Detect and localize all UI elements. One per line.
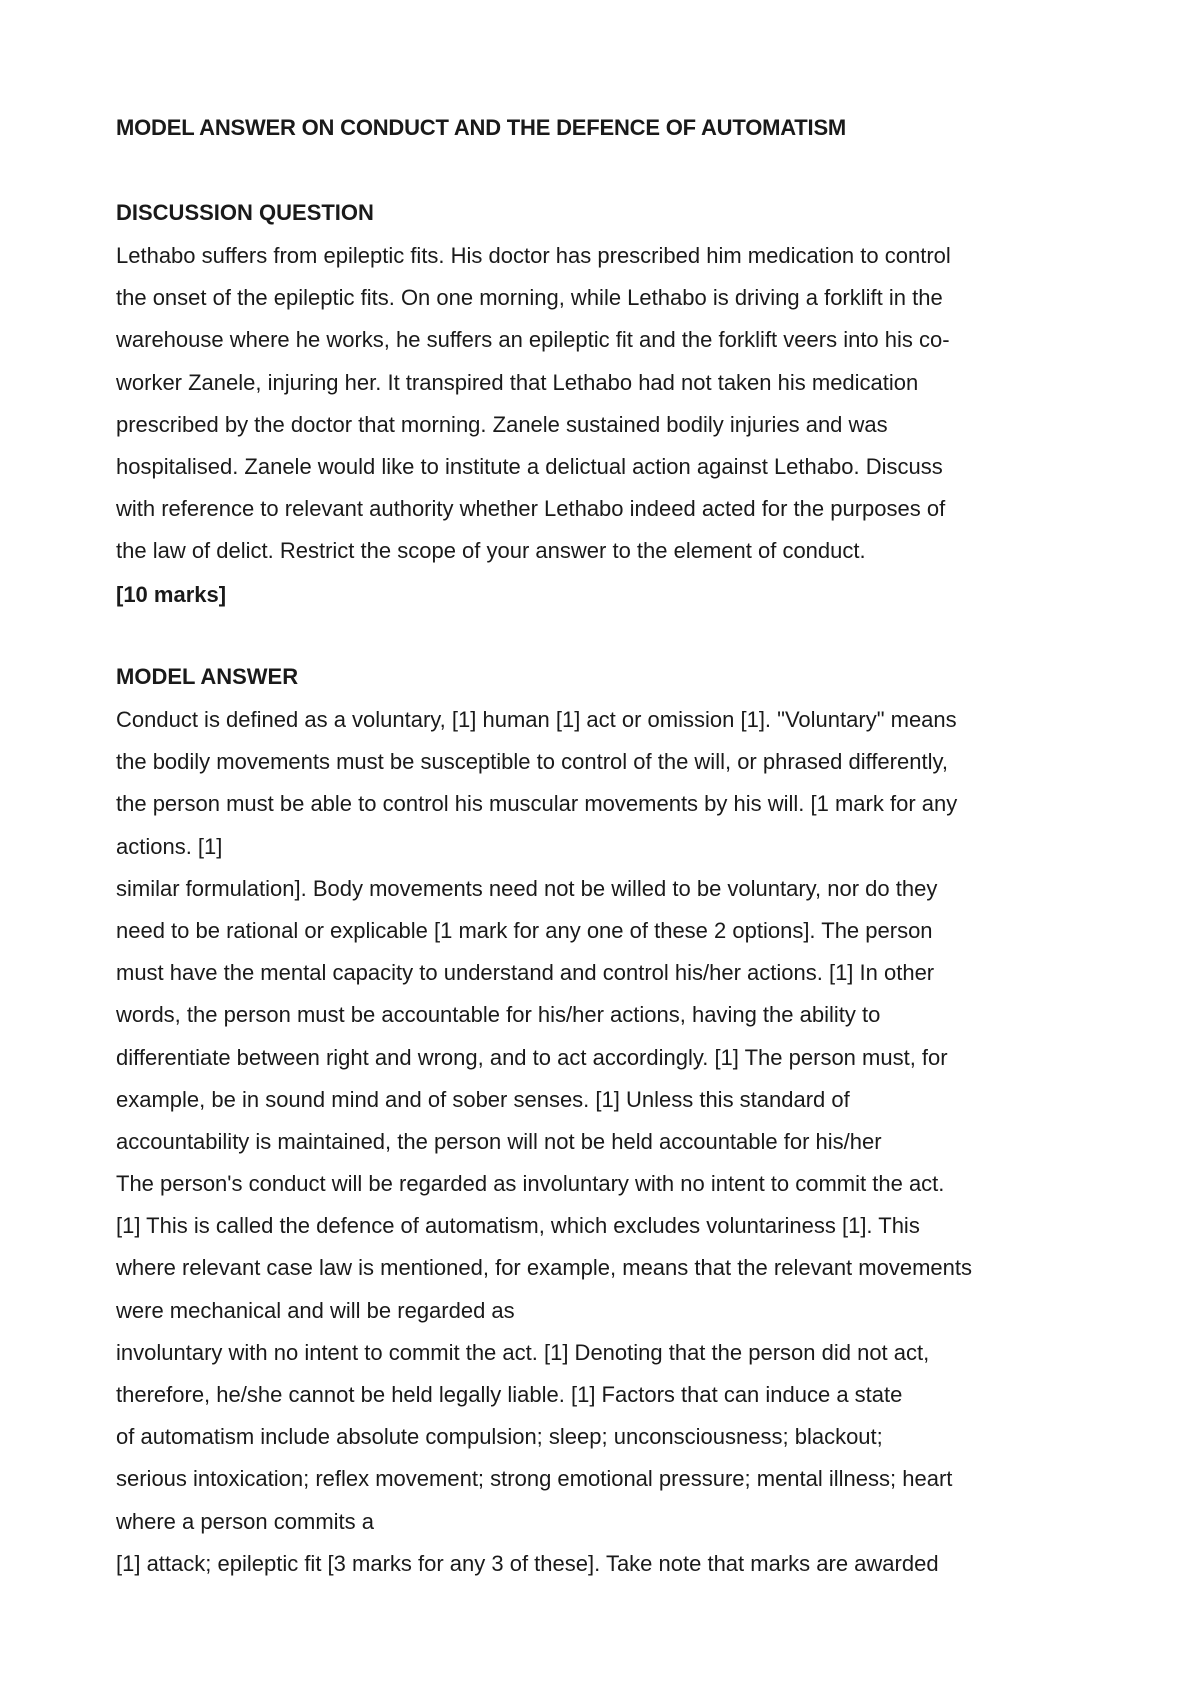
document-title: MODEL ANSWER ON CONDUCT AND THE DEFENCE OF AUTOMATISM — [116, 115, 847, 140]
marks-label: [10 marks] — [116, 582, 227, 607]
discussion-line: worker Zanele, injuring her. It transpired that Lethabo had not taken his medication — [116, 369, 919, 395]
answer-line: therefore, he/she cannot be held legally liable. [1] Factors that can induce a state — [116, 1382, 903, 1407]
answer-line: were mechanical and will be regarded as — [116, 1297, 515, 1323]
answer-line: [1] This is called the defence of automatism, which excludes voluntariness [1]. This — [116, 1213, 920, 1239]
model-answer-text — [116, 699, 1116, 1585]
answer-line: differentiate between right and wrong, and to act accordingly. [1] The person must, for — [116, 1044, 948, 1070]
answer-line: must have the mental capacity to understand and control his/her actions. [1] In other — [116, 960, 935, 986]
answer-line: the person must be able to control his muscular movements by his will. [1 mark for any — [116, 791, 958, 817]
discussion-line: hospitalised. Zanele would like to institute a delictual action against Lethabo. Discuss — [116, 453, 943, 479]
answer-line: involuntary with no intent to commit the act. [1] Denoting that the person did not act, — [116, 1339, 930, 1365]
answer-line: The person's conduct will be regarded as involuntary with no intent to commit the act. — [116, 1171, 945, 1197]
discussion-line: with reference to relevant authority whether Lethabo indeed acted for the purposes of — [116, 496, 946, 522]
discussion-line: the onset of the epileptic fits. On one morning, while Lethabo is driving a forklift in the — [116, 285, 943, 311]
discussion-line: the law of delict. Restrict the scope of your answer to the element of conduct. — [116, 538, 866, 564]
answer-line: where relevant case law is mentioned, for example, means that the relevant movements — [116, 1255, 972, 1281]
answer-line: example, be in sound mind and of sober senses. [1] Unless this standard of — [116, 1086, 850, 1112]
discussion-heading: DISCUSSION QUESTION — [116, 200, 374, 225]
answer-line: accountability is maintained, the person will not be held accountable for his/her — [116, 1128, 882, 1154]
answer-line: [1] attack; epileptic fit [3 marks for any 3 of these]. Take note that marks are awarded — [116, 1550, 939, 1576]
answer-line: serious intoxication; reflex movement; strong emotional pressure; mental illness; heart — [116, 1466, 953, 1492]
discussion-line: prescribed by the doctor that morning. Zanele sustained bodily injuries and was — [116, 411, 888, 437]
model-answer-heading: MODEL ANSWER — [116, 664, 299, 689]
answer-line: of automatism include absolute compulsion; sleep; unconsciousness; blackout; — [116, 1424, 883, 1450]
discussion-line: warehouse where he works, he suffers an epileptic fit and the forklift veers into his co- — [116, 327, 950, 353]
answer-line: where a person commits a — [116, 1508, 374, 1534]
answer-line: similar formulation]. Body movements need not be willed to be voluntary, nor do they — [116, 875, 938, 901]
answer-line: need to be rational or explicable [1 mark for any one of these 2 options]. The person — [116, 917, 933, 943]
answer-line: Conduct is defined as a voluntary, [1] human [1] act or omission [1]. "Voluntary" means — [116, 707, 957, 732]
discussion-question-text — [116, 235, 1116, 573]
answer-line: the bodily movements must be susceptible to control of the will, or phrased differently, — [116, 749, 948, 775]
discussion-line: Lethabo suffers from epileptic fits. His doctor has prescribed him medication to control — [116, 243, 951, 268]
answer-line: words, the person must be accountable for his/her actions, having the ability to — [116, 1002, 881, 1028]
answer-line: actions. [1] — [116, 833, 223, 859]
